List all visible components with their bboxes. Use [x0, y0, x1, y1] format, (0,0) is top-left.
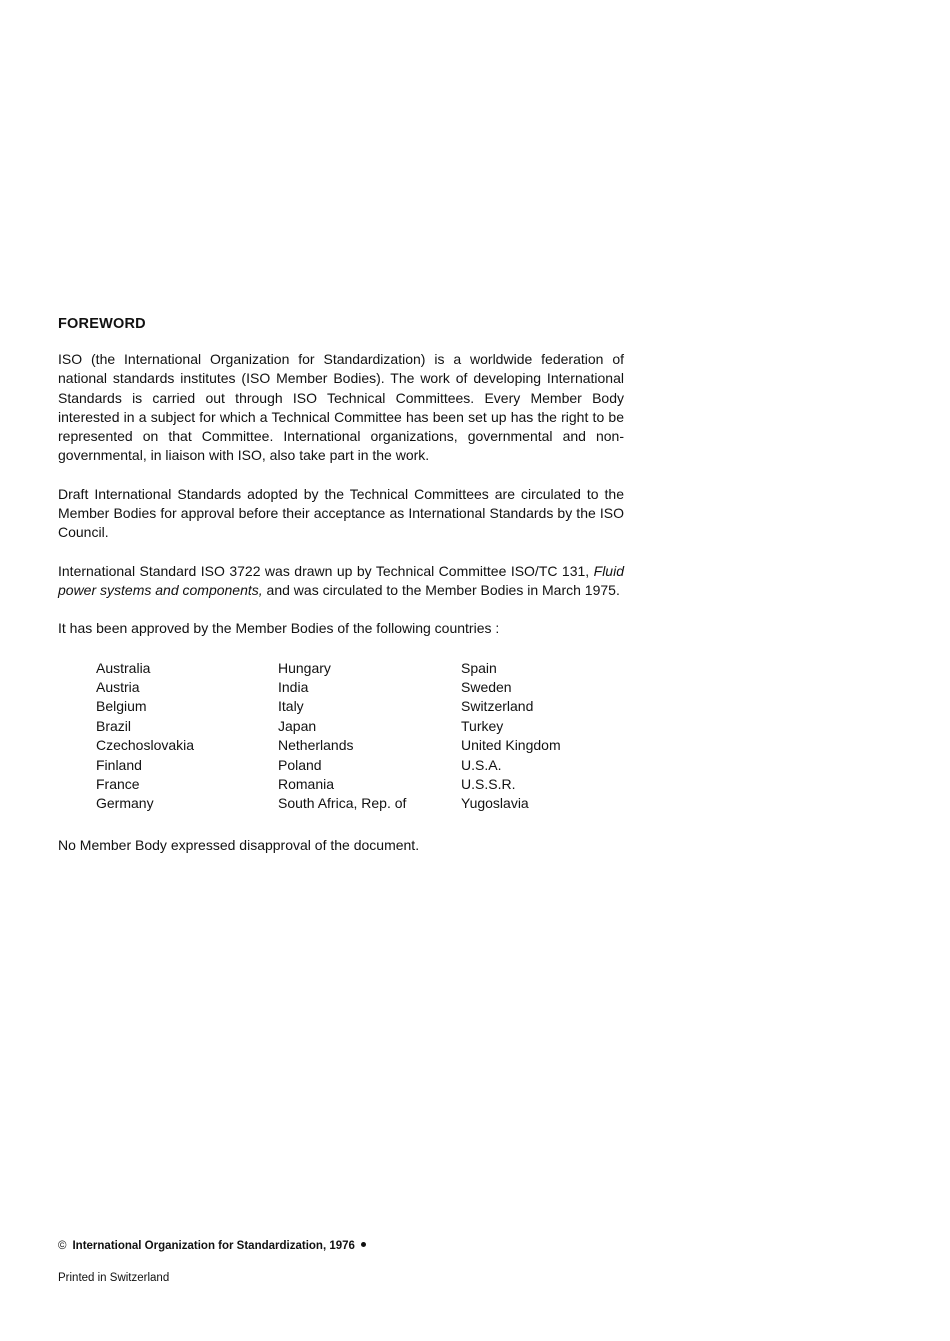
country-item: Poland — [278, 756, 322, 773]
country-item: Brazil — [96, 717, 132, 734]
country-item: Belgium — [96, 698, 147, 715]
committee-title: Fluid power systems and components, — [58, 562, 624, 598]
country-item: Italy — [278, 698, 304, 715]
country-item: Australia — [96, 659, 151, 676]
country-item: Yugoslavia — [461, 795, 529, 812]
foreword-paragraph-standard — [58, 562, 624, 601]
foreword-heading: FOREWORD — [58, 316, 146, 332]
countries-column-3 — [461, 659, 641, 814]
country-item: Sweden — [461, 678, 512, 695]
standard-text-end: and was circulated to the Member Bodies in March 1975. — [262, 581, 620, 598]
standard-text-start: International Standard ISO 3722 was drawn up by Technical Committee ISO/TC 131, — [58, 562, 594, 579]
country-item: United Kingdom — [461, 737, 561, 754]
copyright-icon: © — [58, 1240, 67, 1252]
country-item: Austria — [96, 678, 140, 695]
copyright-notice — [58, 1240, 366, 1252]
country-item: France — [96, 776, 140, 792]
country-item: Hungary — [278, 659, 331, 676]
country-item: South Africa, Rep. of — [278, 795, 407, 812]
country-item: Finland — [96, 756, 142, 773]
bullet-icon — [361, 1242, 366, 1247]
country-item: U.S.A. — [461, 756, 502, 773]
foreword-paragraph-drafts: Draft International Standards adopted by the Technical Committees are circulated to the Member Bodies for approval before their acceptance as International Standards by the ISO Council. — [58, 485, 624, 541]
foreword-paragraph-approval: It has been approved by the Member Bodies of the following countries : — [58, 620, 500, 637]
country-item: Switzerland — [461, 698, 534, 715]
country-item: U.S.S.R. — [461, 776, 516, 792]
country-item: Spain — [461, 659, 497, 676]
countries-list — [96, 659, 624, 814]
country-item: India — [278, 678, 309, 695]
foreword-section — [58, 316, 624, 874]
foreword-paragraph-disapproval: No Member Body expressed disapproval of the document. — [58, 836, 420, 853]
country-item: Germany — [96, 795, 154, 812]
country-item: Japan — [278, 717, 317, 734]
country-item: Netherlands — [278, 737, 354, 754]
foreword-paragraph-iso: ISO (the International Organization for Standardization) is a worldwide federation of national standards institutes (ISO Member Bodies). The work of developing International Standards is carried out through ISO Technical Committees. Every Member Body interested in a subject for which a Technical Committee has been set up has the right to be represented on that Committee. International organizations, governmental and non-governmental, in liaison with ISO, also take part in the work. — [58, 351, 624, 464]
country-item: Turkey — [461, 717, 504, 734]
country-item: Czechoslovakia — [96, 737, 195, 754]
country-item: Romania — [278, 776, 335, 792]
countries-column-2 — [278, 659, 461, 814]
printed-in: Printed in Switzerland — [58, 1272, 170, 1284]
countries-column-1 — [96, 659, 278, 814]
copyright-text: International Organization for Standardization, 1976 — [72, 1240, 355, 1252]
